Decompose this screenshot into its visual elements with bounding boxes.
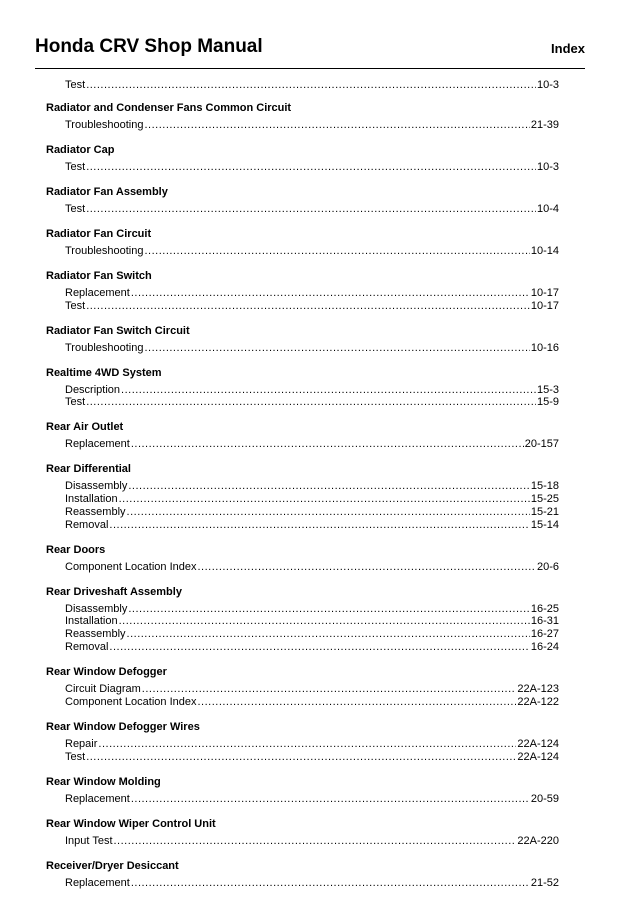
entry-label: Reassembly: [65, 628, 126, 641]
index-heading: Realtime 4WD System: [46, 366, 162, 379]
entry-label: Repair: [65, 737, 98, 750]
leader-dots: [197, 696, 516, 709]
entry-label: Test: [65, 750, 86, 763]
leader-dots: [128, 480, 530, 493]
entry-label: Test: [65, 396, 86, 409]
entry-page: 16-31: [530, 615, 559, 628]
leader-dots: [86, 161, 536, 174]
entry-page: 10-17: [530, 299, 559, 312]
index-entry[interactable]: [46, 396, 559, 409]
entry-label: Test: [65, 79, 86, 91]
entry-label: Test: [65, 160, 86, 173]
index-entry[interactable]: [46, 384, 559, 397]
index-heading: Radiator Cap: [46, 143, 115, 156]
index-entry[interactable]: [46, 628, 559, 641]
entry-label: Circuit Diagram: [65, 683, 141, 695]
index-heading: Radiator Fan Assembly: [46, 185, 168, 198]
index-group: [46, 721, 559, 764]
entry-label: Replacement: [65, 286, 130, 299]
index-group: [46, 270, 559, 313]
index-entry[interactable]: [46, 615, 559, 628]
leader-dots: [86, 203, 536, 216]
index-heading: Radiator Fan Circuit: [46, 227, 152, 240]
index-group: [46, 818, 559, 848]
index-group: [46, 776, 559, 806]
entry-page: 10-17: [530, 286, 559, 299]
entry-label: Reassembly: [65, 505, 126, 518]
entry-page: 10-3: [536, 79, 559, 91]
index-group: [46, 544, 559, 574]
leader-dots: [98, 738, 516, 751]
index-entry[interactable]: [46, 696, 559, 709]
leader-dots: [131, 793, 530, 806]
leader-dots: [131, 438, 524, 451]
index-group: [46, 102, 559, 132]
index-entry[interactable]: [46, 641, 559, 654]
leader-dots: [144, 342, 529, 355]
leader-dots: [86, 79, 536, 92]
entry-page: 20-157: [524, 438, 559, 451]
index-entry[interactable]: [46, 603, 559, 616]
leader-dots: [142, 683, 517, 696]
index-entry[interactable]: [46, 751, 559, 764]
entry-label: Component Location Index: [65, 695, 197, 708]
index-entry[interactable]: [46, 480, 559, 493]
entry-label: Installation: [65, 615, 118, 628]
index-entry[interactable]: [46, 835, 559, 848]
index-entry[interactable]: [46, 203, 559, 216]
entry-label: Description: [65, 383, 121, 396]
entry-label: Installation: [65, 493, 118, 506]
entry-page: 15-14: [530, 518, 559, 531]
index-group: [46, 860, 559, 890]
manual-title: Honda CRV Shop Manual: [35, 36, 263, 57]
entry-page: 16-25: [530, 602, 559, 615]
index-heading: Rear Window Molding: [46, 775, 161, 788]
entry-label: Replacement: [65, 792, 130, 805]
entry-page: 22A-124: [517, 737, 559, 750]
index-group: [46, 79, 559, 92]
leader-dots: [197, 561, 535, 574]
leader-dots: [131, 287, 530, 300]
leader-dots: [109, 641, 529, 654]
index-entry[interactable]: [46, 493, 559, 506]
leader-dots: [144, 245, 529, 258]
index-heading: Rear Differential: [46, 463, 131, 476]
index-group: [46, 325, 559, 355]
leader-dots: [127, 506, 530, 519]
index-entry[interactable]: [46, 561, 559, 574]
entry-label: Test: [65, 299, 86, 312]
index-group: [46, 421, 559, 451]
index-entry[interactable]: [46, 438, 559, 451]
entry-page: 15-25: [530, 493, 559, 506]
entry-page: 22A-123: [517, 683, 559, 695]
entry-page: 10-14: [530, 244, 559, 257]
entry-page: 16-27: [530, 628, 559, 641]
index-entry[interactable]: [46, 342, 559, 355]
entry-label: Troubleshooting: [65, 244, 144, 257]
entry-label: Component Location Index: [65, 560, 197, 573]
index-heading: Rear Window Defogger Wires: [46, 720, 200, 733]
leader-dots: [127, 628, 530, 641]
entry-page: 15-3: [536, 383, 559, 396]
index-group: [46, 463, 559, 531]
entry-page: 22A-220: [517, 834, 559, 847]
section-name: Index: [551, 41, 585, 56]
index-heading: Rear Air Outlet: [46, 421, 124, 434]
index-heading: Rear Window Wiper Control Unit: [46, 817, 216, 830]
index-heading: Rear Doors: [46, 543, 106, 556]
leader-dots: [109, 519, 529, 532]
entry-page: 21-52: [530, 876, 559, 889]
index-group: [46, 586, 559, 654]
entry-page: 21-39: [530, 118, 559, 131]
leader-dots: [86, 396, 536, 409]
entry-label: Troubleshooting: [65, 341, 144, 354]
leader-dots: [86, 300, 530, 313]
entry-label: Disassembly: [65, 602, 128, 615]
entry-page: 22A-124: [517, 750, 559, 763]
entry-page: 15-18: [530, 480, 559, 493]
entry-page: 10-16: [530, 341, 559, 354]
leader-dots: [86, 751, 516, 764]
index-heading: Rear Driveshaft Assembly: [46, 585, 182, 598]
index-list: [46, 79, 559, 902]
index-entry[interactable]: [46, 519, 559, 532]
index-entry[interactable]: [46, 877, 559, 890]
index-group: [46, 186, 559, 216]
index-group: [46, 367, 559, 410]
entry-page: 10-3: [536, 160, 559, 173]
index-heading: Receiver/Dryer Desiccant: [46, 859, 179, 872]
leader-dots: [114, 835, 517, 848]
index-entry[interactable]: [46, 793, 559, 806]
leader-dots: [128, 603, 530, 616]
index-group: [46, 666, 559, 709]
index-entry[interactable]: [46, 287, 559, 300]
index-entry[interactable]: [46, 738, 559, 751]
index-heading: Radiator Fan Switch: [46, 269, 152, 282]
entry-page: 20-6: [536, 560, 559, 573]
index-heading: Rear Window Defogger: [46, 666, 167, 678]
leader-dots: [119, 615, 530, 628]
entry-label: Input Test: [65, 834, 113, 847]
entry-label: Removal: [65, 641, 109, 654]
entry-page: 22A-122: [517, 695, 559, 708]
leader-dots: [121, 384, 536, 397]
entry-label: Test: [65, 202, 86, 215]
index-entry[interactable]: [46, 245, 559, 258]
index-group: [46, 228, 559, 258]
entry-page: 20-59: [530, 792, 559, 805]
index-entry[interactable]: [46, 119, 559, 132]
entry-label: Replacement: [65, 438, 130, 451]
index-heading: Radiator and Condenser Fans Common Circuit: [46, 101, 292, 114]
entry-label: Disassembly: [65, 480, 128, 493]
index-heading: Radiator Fan Switch Circuit: [46, 324, 190, 337]
entry-page: 16-24: [530, 641, 559, 654]
entry-label: Removal: [65, 518, 109, 531]
entry-page: 15-21: [530, 505, 559, 518]
index-entry[interactable]: [46, 683, 559, 696]
entry-page: 15-9: [536, 396, 559, 409]
entry-label: Troubleshooting: [65, 118, 144, 131]
page-header: [35, 36, 585, 69]
index-entry[interactable]: [46, 79, 559, 92]
entry-page: 10-4: [536, 202, 559, 215]
leader-dots: [119, 493, 530, 506]
index-group: [46, 144, 559, 174]
index-entry[interactable]: [46, 300, 559, 313]
index-entry[interactable]: [46, 506, 559, 519]
index-entry[interactable]: [46, 161, 559, 174]
entry-label: Replacement: [65, 876, 130, 889]
leader-dots: [144, 119, 529, 132]
leader-dots: [131, 877, 530, 890]
